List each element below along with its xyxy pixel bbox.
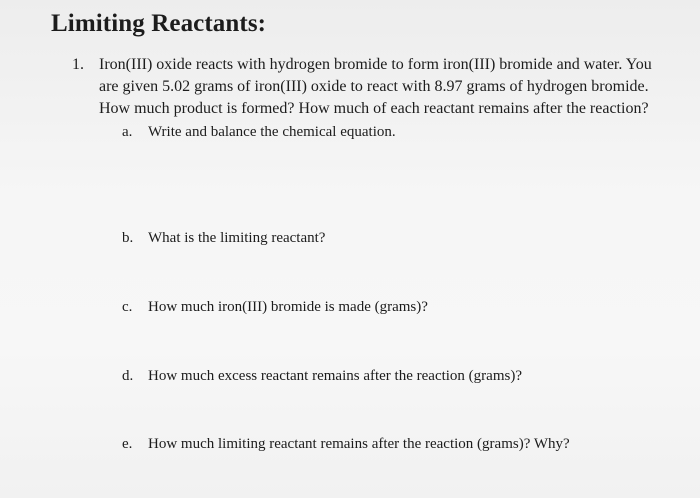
question-line-2: are given 5.02 grams of iron(III) oxide to react with 8.97 grams of hydrogen bromide.: [99, 78, 649, 95]
part-b-text: What is the limiting reactant?: [148, 230, 326, 246]
part-c-text: How much iron(III) bromide is made (grams)?: [148, 299, 428, 315]
question-number: 1.: [72, 56, 84, 73]
part-a-letter: a.: [122, 124, 133, 140]
part-d-letter: d.: [122, 368, 134, 384]
part-e-letter: e.: [122, 436, 133, 452]
question-line-1: Iron(III) oxide reacts with hydrogen bromide to form iron(III) bromide and water. You: [99, 56, 652, 73]
part-e-text: How much limiting reactant remains after the reaction (grams)? Why?: [148, 436, 570, 452]
page-title: Limiting Reactants:: [51, 10, 267, 37]
question-line-3: How much product is formed? How much of each reactant remains after the reaction?: [99, 100, 649, 117]
part-c-letter: c.: [122, 299, 133, 315]
part-b-letter: b.: [122, 230, 134, 246]
part-a-text: Write and balance the chemical equation.: [148, 124, 396, 140]
part-d-text: How much excess reactant remains after the reaction (grams)?: [148, 368, 522, 384]
